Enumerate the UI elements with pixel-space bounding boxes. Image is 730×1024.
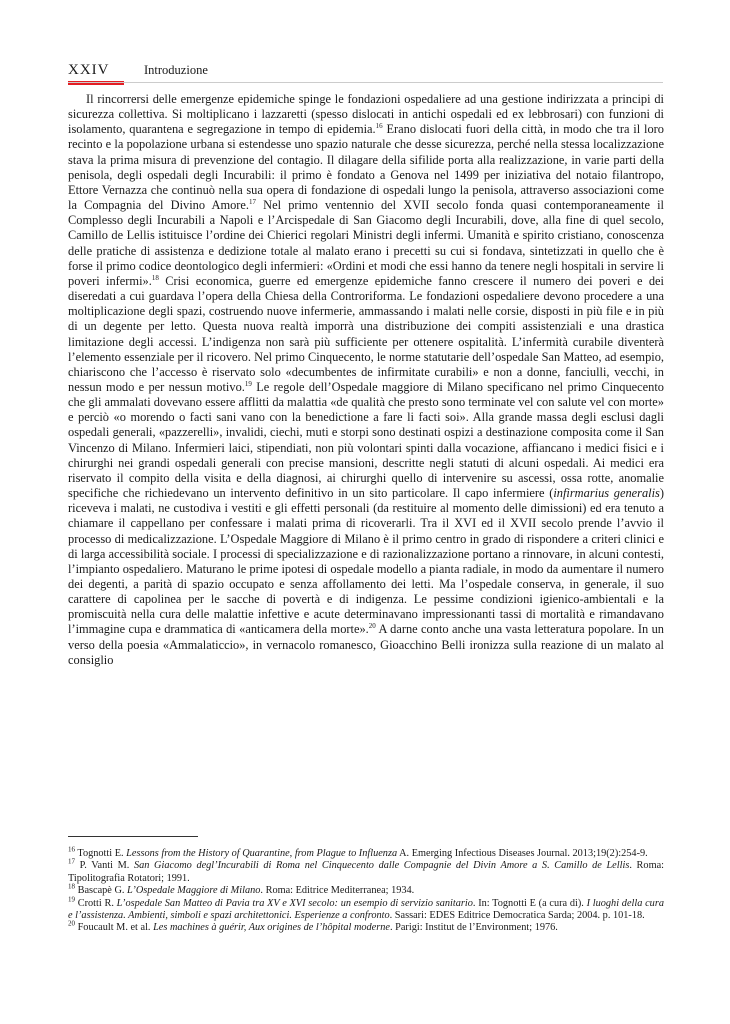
footnote-text: . Parigi: Institut de l’Environment; 1976.	[389, 922, 558, 934]
footnote-ref-19[interactable]: 19	[244, 379, 252, 388]
footnote-16	[68, 845, 664, 860]
footnotes-rule	[68, 836, 198, 837]
footnote-18	[68, 882, 664, 897]
body-text-segment: Le regole dell’Ospedale maggiore di Milano specificano nel primo Cinquecento che gli ammalati dovevano essere afflitti da malattia «de qualità che presto sono terminate vel con salute vel con morte» e perciò «o morendo o facti sani vano con la benedictione a fare li facti soi». Alla grande massa degli esclusi dagli ospedali generali, «pazzerelli», invalidi, ciechi, muti e storpi sono destinati ospizi a destinazione composita come il San Vincenzo di Milano. Infermieri laici, stipendiati, non più volontari spinti dalla vocazione, affiancano i medici fisici e i chirurghi nei grandi ospedali generali con precise mansioni, descritte negli statuti di alcuni ospedali. Ai medici era riservato il compito della visita e della diagnosi, ai chirurghi quello di intervenire su ascessi, ossa rotte, anomalie specifiche che richiedevano un intervento definitivo in un sito particolare. Il capo infermiere (	[68, 379, 664, 501]
footnote-text: Tognotti E.	[77, 848, 127, 859]
page-number: XXIV	[68, 62, 110, 78]
footnote-17	[68, 857, 665, 885]
running-head: Introduzione	[144, 63, 208, 77]
body-text-segment: Il rincorrersi delle emergenze epidemiche spinge le fondazioni ospedaliere ad una gestione indirizzata a principi di sicurezza collettiva. Si moltiplicano i lazzaretti (spesso dislocati in antichi ospedali ed ex lebbrosari) con funzioni di isolamento, quarantena e segregazione in tempo di epidemia.	[68, 92, 664, 137]
footnote-text: A. Emerging Infectious Diseases Journal. 2013;19(2):254-9.	[397, 848, 648, 859]
header-rule	[68, 82, 663, 83]
footnote-title: L’Ospedale Maggiore di Milano	[127, 885, 261, 897]
footnote-text: . Roma: Tipolitografia Rotatori; 1991.	[68, 860, 665, 884]
footnote-ref-16[interactable]: 16	[375, 122, 383, 131]
footnote-text: . In: Tognotti E (a cura di).	[472, 897, 587, 909]
footnote-title: I luoghi della cura e l’assistenza. Ambienti, simboli e spazi architettonici. Esperienze a confronto	[68, 897, 664, 922]
footnote-title: Les machines à guérir, Aux origines de l’hôpital moderne	[153, 922, 390, 934]
footnote-text: Bascapè G.	[77, 885, 128, 897]
body-text-italic: infirmarius generalis	[553, 486, 660, 501]
footnote-text: Crotti R.	[77, 897, 117, 909]
body-text-segment: ) riceveva i malati, ne custodiva i vestiti e gli effetti personali (da restituire al momento delle dimissioni) ed era tenuto a chiamare il cappellano per confessare i malati prima di ricoverarli. Tra il XVI ed il XVII secolo prende l’avvio il processo di medicalizzazione. L’Ospedale Maggiore di Milano è il primo centro in grado di rispondere a criteri clinici e di larga accessibilità sociale. I processi di specializzazione e di razionalizzazione portano a rinnovare, in alcuni contesti, l’impianto ospedaliero. Maturano le prime ipotesi di ospedale modello a pianta radiale, in modo da aumentare il numero dei degenti, a parità di spazio occupato e senza affollamento dei letti. Ma l’ospedale conserva, in generale, il suo carattere di capolinea per le sacche di povertà e di indigenza. Le pessime condizioni igienico-ambientali e la promiscuità nella cura delle malattie infettive e acute determinavano impressionanti tassi di mortalità e rimandavano l’immagine cupa e drammatica di «anticamera della morte».	[68, 486, 665, 637]
body-text-segment: Crisi economica, guerre ed emergenze epidemiche fanno crescere il numero dei poveri e dei diseredati a cui guardava l’opera della Chiesa della Controriforma. Le fondazioni ospedaliere devono procedere a una moltiplicazione degli spazi, costruendo nuove infermerie, ammassando i malati nelle corsie, disposti in più file e in più di un degente per letto. Questa nuova realtà imporrà una distribuzione dei compiti assistenziali e una drastica limitazione degli accessi. L’indigenza non sarà più sufficiente per ottenere ospitalità. L’infermità curabile diventerà l’elemento essenziale per il ricovero. Nel primo Cinquecento, le norme statutarie dell’ospedale San Matteo, ad esempio, chiariscono che l’accesso è riservato solo «decumbentes de infirmitate curabili» e non a donne, fanciulli, vecchi, in nessun modo e per nessun motivo.	[68, 273, 665, 394]
footnote-text: . Sassari: EDES Editrice Democratica Sarda; 2004. p. 101-18.	[389, 910, 645, 922]
footnote-number: 20	[68, 920, 75, 929]
footnote-ref-17[interactable]: 17	[249, 197, 257, 206]
footnote-number: 19	[68, 895, 75, 904]
footnote-text: Foucault M. et al.	[77, 922, 154, 934]
footnote-number: 17	[68, 857, 75, 866]
footnote-title: L’ospedale San Matteo di Pavia tra XV e XVI secolo: un esempio di servizio sanitario	[116, 897, 473, 909]
page-header	[68, 62, 663, 82]
footnote-20	[68, 922, 664, 934]
body-text-segment: A darne conto anche una vasta letteratura popolare. In un verso della poesia «Ammalaticcio», in vernacolo romanesco, Gioacchino Belli ironizza sulla reazione di un malato al consiglio	[68, 622, 664, 667]
footnotes	[68, 845, 665, 935]
footnote-title: San Giacomo degl’Incurabili di Roma nel Cinquecento dalle Compagnie del Divin Amore a S. Camillo de Lellis	[133, 860, 630, 872]
footnote-text: P. Vanti M.	[79, 860, 134, 872]
footnote-ref-18[interactable]: 18	[151, 273, 159, 282]
body-paragraph	[68, 92, 664, 668]
footnote-number: 16	[68, 845, 75, 854]
footnote-ref-20[interactable]: 20	[368, 622, 376, 631]
footnote-number: 18	[68, 882, 75, 891]
footnote-19	[68, 895, 664, 923]
footnote-text: . Roma: Editrice Mediterranea; 1934.	[260, 885, 415, 897]
footnote-title: Lessons from the History of Quarantine, from Plague to Influenza	[126, 848, 398, 859]
body-text-segment: Erano dislocati fuori della città, in modo che tra il loro recinto e la popolazione urbana si estendesse uno spazio naturale che desse sicurezza, perché nella stessa localizzazione stava la prima misura di prevenzione del contagio. Il dilagare della sifilide porta alla realizzazione, in varie parti della penisola, degli ospedali degli Incurabili: il primo è fondato a Genova nel 1499 per iniziativa del notaio filantropo, Ettore Vernazza che continuò nella sua opera di fondazione di ospedali lungo la penisola, attraverso associazioni come la Compagnia del Divino Amore.	[68, 122, 664, 213]
body-text-segment: Nel primo ventennio del XVII secolo fonda quasi contemporaneamente il Complesso degli Incurabili a Napoli e l’Arcispedale di San Giacomo degli Incurabili, dove, alla fine di quel secolo, Camillo de Lellis istituisce l’ordine dei Chierici regolari Ministri degli infermi. Umanità e spirito cristiano, conoscenza delle pratiche di assistenza e dedizione totale al malato erano i precetti su cui si fondava, sintetizzati in quello che è forse il primo codice deontologico degli infermieri: «Ordini et modi che essi hanno da tenere negli hospitali in servire li poveri infermi».	[68, 198, 664, 288]
